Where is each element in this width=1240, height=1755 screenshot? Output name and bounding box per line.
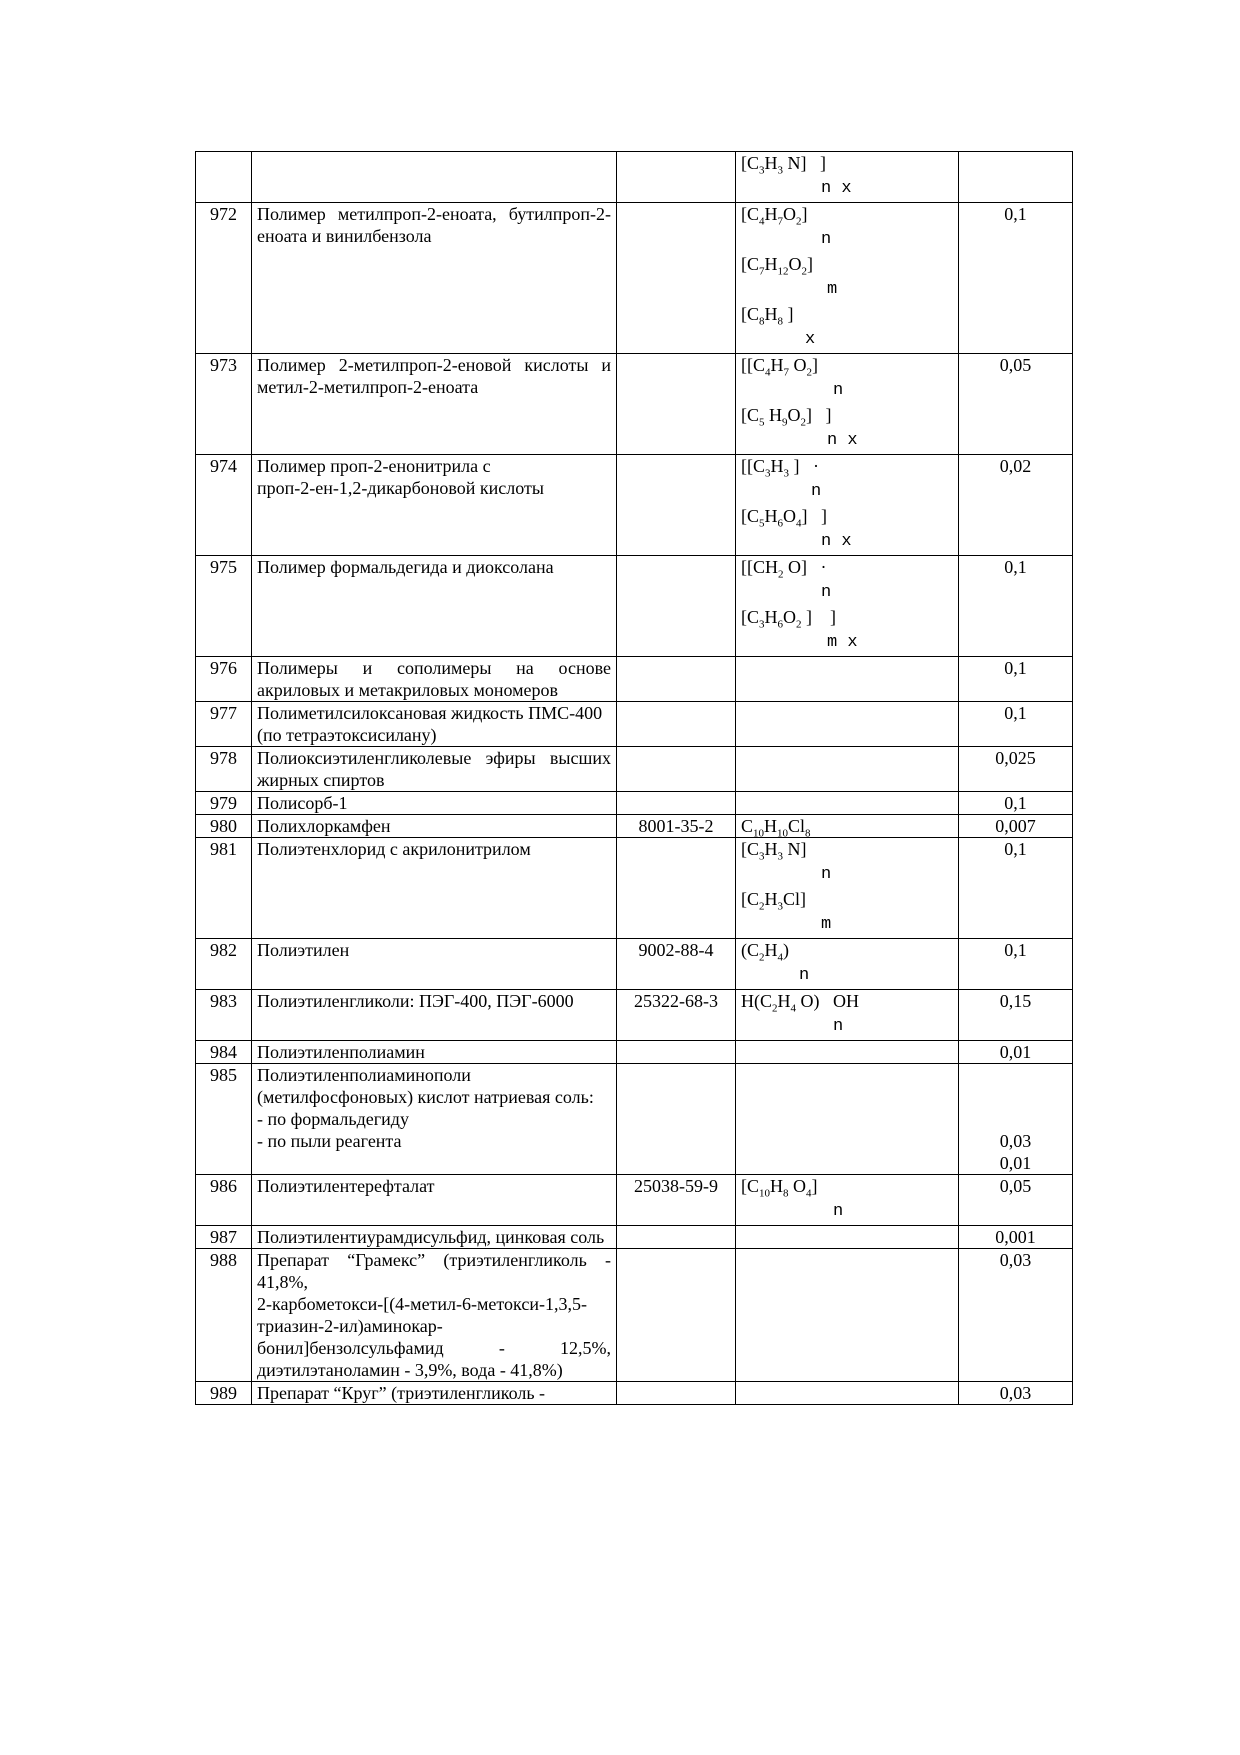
cas-number	[617, 838, 736, 939]
substance-name-line: Полиэтиленгликоли: ПЭГ-400, ПЭГ-6000	[257, 991, 574, 1011]
substance-name	[252, 939, 617, 990]
chemical-formula	[736, 702, 959, 747]
substance-name	[252, 815, 617, 838]
row-number: 987	[196, 1226, 252, 1249]
substance-name-line: Полисорб-1	[257, 793, 348, 813]
cas-number	[617, 657, 736, 702]
table-row	[196, 354, 1073, 455]
formula-line: [$C_3H_3$ N] ]	[741, 153, 826, 177]
formula-line: $H(C_2H_4$ O) OH	[741, 991, 859, 1015]
limit-value: 0,03	[959, 1249, 1073, 1382]
substance-name-line: (по тетраэтоксисилану)	[257, 725, 437, 745]
substance-name-line: Полимеры и сополимеры на основе акриловых и метакриловых мономеров	[257, 658, 611, 700]
limit-value: 0,1	[959, 556, 1073, 657]
substance-name-line: Полимер 2-метилпроп-2-еновой кислоты и метил-2-метилпроп-2-еноата	[257, 355, 611, 397]
limit-value: 0,1	[959, 657, 1073, 702]
table-row	[196, 1175, 1073, 1226]
substance-name	[252, 702, 617, 747]
table-row	[196, 556, 1073, 657]
substance-name-line: Полиэтилентерефталат	[257, 1176, 435, 1196]
limit-value-line: 0,03	[999, 1131, 1032, 1151]
substance-name-line: Полиэтиленполиамин	[257, 1042, 425, 1062]
table-row	[196, 657, 1073, 702]
formula-line: [$C_{10}H_8$ $O_4$]	[741, 1176, 818, 1200]
row-number: 972	[196, 203, 252, 354]
row-number: 973	[196, 354, 252, 455]
chemical-formula	[736, 1175, 959, 1226]
chemical-formula	[736, 939, 959, 990]
row-number: 988	[196, 1249, 252, 1382]
table-row	[196, 1226, 1073, 1249]
chemical-formula	[736, 815, 959, 838]
substance-name	[252, 1175, 617, 1226]
substance-name	[252, 747, 617, 792]
substance-name	[252, 657, 617, 702]
cas-number: 8001-35-2	[617, 815, 736, 838]
formula-index: n	[811, 482, 822, 501]
cas-number	[617, 702, 736, 747]
row-number: 975	[196, 556, 252, 657]
table-row	[196, 939, 1073, 990]
formula-index: n	[833, 381, 844, 400]
chemical-formula	[736, 1382, 959, 1405]
table-row	[196, 702, 1073, 747]
cas-number	[617, 1041, 736, 1064]
row-number: 979	[196, 792, 252, 815]
table-row	[196, 152, 1073, 203]
formula-index: n	[821, 230, 832, 249]
limit-value	[959, 1064, 1073, 1175]
substance-name-line: Полимер проп-2-енонитрила с	[257, 456, 491, 476]
chemical-formula	[736, 1041, 959, 1064]
formula-index: m	[821, 915, 832, 934]
row-number: 989	[196, 1382, 252, 1405]
cas-number	[617, 792, 736, 815]
row-number: 980	[196, 815, 252, 838]
table-row	[196, 815, 1073, 838]
cas-number	[617, 556, 736, 657]
cas-number	[617, 1226, 736, 1249]
formula-line: [$C_8H_8$ ]	[741, 304, 794, 328]
chemical-formula	[736, 747, 959, 792]
substance-name	[252, 838, 617, 939]
cas-number: 25322-68-3	[617, 990, 736, 1041]
formula-line: $[C_4H_7O_2]$	[741, 204, 808, 228]
formula-index: n	[821, 583, 832, 602]
cas-number: 25038-59-9	[617, 1175, 736, 1226]
table-row	[196, 990, 1073, 1041]
formula-index: m	[827, 280, 838, 299]
substance-name-line: проп-2-ен-1,2-дикарбоновой кислоты	[257, 478, 544, 498]
formula-index: n	[799, 966, 810, 985]
substance-name	[252, 1226, 617, 1249]
row-number: 982	[196, 939, 252, 990]
substance-name-line: Полихлоркамфен	[257, 816, 391, 836]
substance-name-line: Препарат “Грамекс” (триэтиленгликоль - 41,8%,	[257, 1250, 611, 1292]
limit-value: 0,05	[959, 354, 1073, 455]
chemical-formula	[736, 354, 959, 455]
table-row	[196, 1249, 1073, 1382]
row-number: 983	[196, 990, 252, 1041]
substance-name-line: Препарат “Круг” (триэтиленгликоль -	[257, 1383, 546, 1403]
substance-name-line: Полиэтилен	[257, 940, 350, 960]
formula-line: $C_{10}H_{10}Cl_8$	[741, 816, 811, 838]
formula-line: $[C_2H_3Cl]$	[741, 889, 807, 913]
formula-line: [[$C_3H_3$ ] ·	[741, 456, 819, 480]
document-page	[195, 151, 1057, 1405]
table-row	[196, 792, 1073, 815]
limit-value: 0,001	[959, 1226, 1073, 1249]
row-number	[196, 152, 252, 203]
row-number: 986	[196, 1175, 252, 1226]
substance-name	[252, 1249, 617, 1382]
chemical-formula	[736, 657, 959, 702]
formula-line: $(C_2H_4)$	[741, 940, 789, 964]
row-number: 976	[196, 657, 252, 702]
substance-name-line: - по формальдегиду	[257, 1109, 409, 1129]
substance-name-line: - по пыли реагента	[257, 1131, 402, 1151]
chemical-formula	[736, 455, 959, 556]
limit-value: 0,007	[959, 815, 1073, 838]
formula-index: n	[821, 865, 832, 884]
limit-value: 0,02	[959, 455, 1073, 556]
substance-name	[252, 152, 617, 203]
cas-number	[617, 747, 736, 792]
formula-index: n	[833, 1017, 844, 1036]
substance-name	[252, 990, 617, 1041]
formula-index: m x	[827, 633, 858, 652]
cas-number	[617, 1382, 736, 1405]
table-row	[196, 747, 1073, 792]
table-row	[196, 455, 1073, 556]
row-number: 981	[196, 838, 252, 939]
substance-name-line: Полиэтенхлорид с акрилонитрилом	[257, 839, 531, 859]
formula-line: [$C_3H_6O_2$ ] ]	[741, 607, 836, 631]
substance-name-line: Полимер метилпроп-2-еноата, бутилпроп-2-еноата и винилбензола	[257, 204, 611, 246]
limit-value: 0,1	[959, 838, 1073, 939]
row-number: 977	[196, 702, 252, 747]
chemical-formula	[736, 990, 959, 1041]
substance-name	[252, 455, 617, 556]
limit-value: 0,025	[959, 747, 1073, 792]
substance-name-line: Полиэтилентиурамдисульфид, цинковая соль	[257, 1227, 605, 1247]
limit-value: 0,1	[959, 702, 1073, 747]
chemical-formula	[736, 152, 959, 203]
chemical-formula	[736, 1064, 959, 1175]
table-row	[196, 203, 1073, 354]
chemical-formula	[736, 838, 959, 939]
formula-line: [$C_3H_3$ N]	[741, 839, 807, 863]
cas-number	[617, 203, 736, 354]
cas-number	[617, 354, 736, 455]
substance-name-line: Полимер формальдегида и диоксолана	[257, 557, 554, 577]
formula-line: [$C_5$ $H_9O_2$] ]	[741, 405, 832, 429]
substance-name-line: 2-карбометокси-[(4-метил-6-метокси-1,3,5-триазин-2-ил)аминокар-бонил]бензолсульфамид - 12,5%, диэтилэтаноламин - 3,9%, вода - 41,8%)	[257, 1294, 611, 1380]
table-row	[196, 838, 1073, 939]
chemical-formula	[736, 1249, 959, 1382]
row-number: 985	[196, 1064, 252, 1175]
limit-value-line: 0,01	[999, 1153, 1032, 1173]
substance-name	[252, 792, 617, 815]
limit-value: 0,1	[959, 939, 1073, 990]
limit-value: 0,01	[959, 1041, 1073, 1064]
formula-line: $[C_7H_{12}O_2]$	[741, 254, 813, 278]
substance-name-line: Полиэтиленполиаминополи (метилфосфоновых) кислот натриевая соль:	[257, 1065, 594, 1107]
formula-line: [[$C_4H_7$ $O_2$]	[741, 355, 818, 379]
substance-name-line: Полиметилсилоксановая жидкость ПМС-400	[257, 703, 603, 723]
cas-number	[617, 1064, 736, 1175]
limit-value: 0,15	[959, 990, 1073, 1041]
substance-name	[252, 354, 617, 455]
limit-value: 0,03	[959, 1382, 1073, 1405]
cas-number	[617, 455, 736, 556]
row-number: 984	[196, 1041, 252, 1064]
chemical-formula	[736, 203, 959, 354]
table-row	[196, 1382, 1073, 1405]
substance-name-line: Полиоксиэтиленгликолевые эфиры высших жирных спиртов	[257, 748, 611, 790]
substance-name	[252, 1041, 617, 1064]
limit-value: 0,1	[959, 792, 1073, 815]
substance-name	[252, 203, 617, 354]
formula-index: n x	[821, 179, 852, 198]
chemical-formula	[736, 1226, 959, 1249]
formula-index: n x	[827, 431, 858, 450]
row-number: 974	[196, 455, 252, 556]
formula-index: n x	[821, 532, 852, 551]
limit-value: 0,1	[959, 203, 1073, 354]
cas-number	[617, 152, 736, 203]
substance-name	[252, 1064, 617, 1175]
formula-index: n	[833, 1202, 844, 1221]
substance-table	[195, 151, 1073, 1405]
formula-index: x	[805, 330, 816, 349]
table-row	[196, 1064, 1073, 1175]
substance-name	[252, 556, 617, 657]
limit-value	[959, 152, 1073, 203]
cas-number: 9002-88-4	[617, 939, 736, 990]
substance-name-line	[257, 152, 611, 174]
row-number: 978	[196, 747, 252, 792]
formula-line: $[C_5H_6O_4]$ ]	[741, 506, 827, 530]
cas-number	[617, 1249, 736, 1382]
chemical-formula	[736, 556, 959, 657]
limit-value: 0,05	[959, 1175, 1073, 1226]
formula-line: [[$CH_2$ O] ·	[741, 557, 827, 581]
substance-name	[252, 1382, 617, 1405]
table-row	[196, 1041, 1073, 1064]
chemical-formula	[736, 792, 959, 815]
